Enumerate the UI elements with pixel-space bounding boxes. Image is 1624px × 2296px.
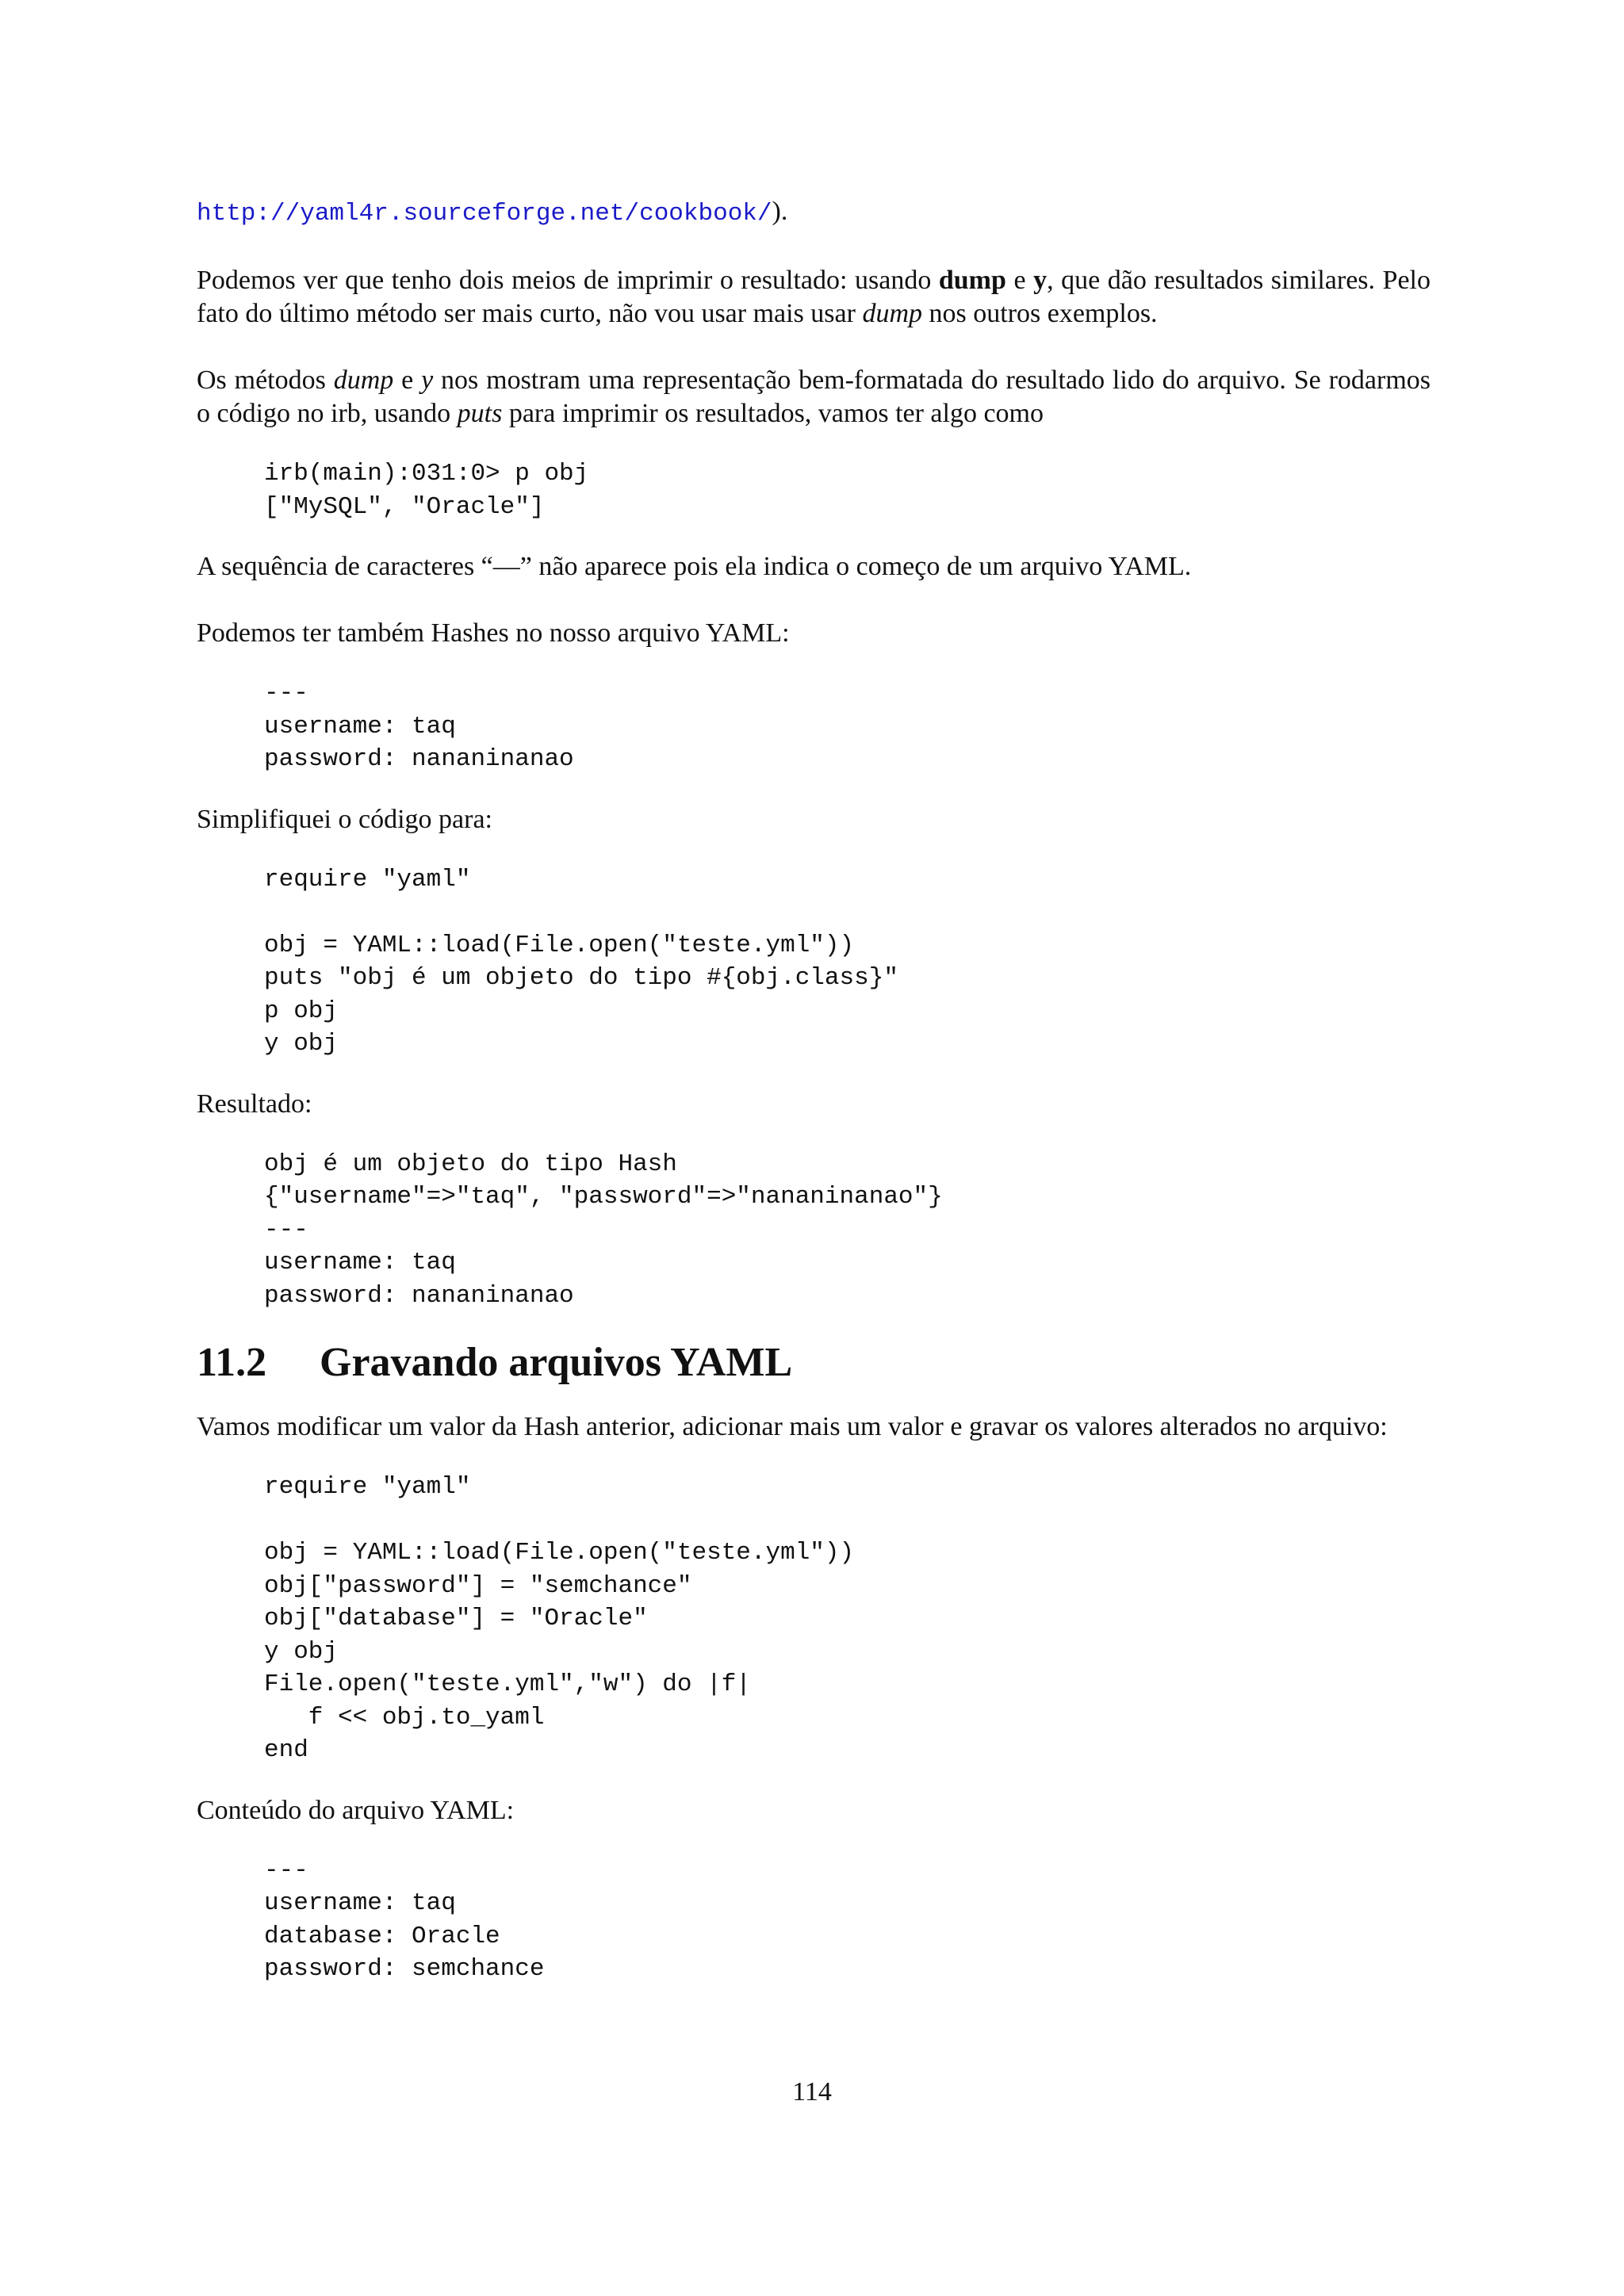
code-line: File.open("teste.yml","w") do |f|	[264, 1670, 751, 1698]
code-line: username: taq	[264, 1889, 456, 1917]
code-line: ---	[264, 1856, 308, 1885]
code-line: password: nananinanao	[264, 745, 574, 773]
section-heading	[197, 1339, 1431, 1387]
url-line-suffix: ).	[772, 197, 788, 226]
code-block-result	[264, 1148, 1431, 1313]
code-line: f << obj.to_yaml	[264, 1703, 545, 1732]
y-bold: y	[1033, 266, 1048, 295]
section-number: 11.2	[197, 1340, 267, 1385]
paragraph-resultado: Resultado:	[197, 1089, 312, 1119]
code-line: username: taq	[264, 712, 456, 740]
code-line: y obj	[264, 1030, 339, 1058]
code-line: {"username"=>"taq", "password"=>"nananinanao"}	[264, 1183, 943, 1211]
code-line: ---	[264, 1215, 308, 1244]
page-number: 114	[792, 2077, 832, 2107]
dump-italic: dump	[862, 299, 923, 328]
paragraph-sequencia: A sequência de caracteres “—” não aparece pois ela indica o começo de um arquivo YAML.	[197, 552, 1192, 581]
paragraph-dump-y: Podemos ver que tenho dois meios de imprimir o resultado: usando dump e y, que dão resultados similares. Pelo fato do último método ser mais curto, não vou usar mais usar dump nos outros exemplos.	[197, 266, 1431, 328]
paragraph-metodos: Os métodos dump e y nos mostram uma representação bem-formatada do resultado lido do arquivo. Se rodarmos o código no irb, usando puts para imprimir os resultados, vamos ter algo como	[197, 365, 1431, 428]
code-block-yaml-hash	[264, 677, 1431, 776]
code-line: obj = YAML::load(File.open("teste.yml"))	[264, 931, 855, 959]
code-block-yaml-file	[264, 1854, 1431, 1986]
code-line: obj é um objeto do tipo Hash	[264, 1150, 677, 1178]
code-line: ["MySQL", "Oracle"]	[264, 492, 545, 521]
code-line: irb(main):031:0> p obj	[264, 460, 589, 488]
paragraph-simplifiquei: Simplifiquei o código para:	[197, 804, 492, 834]
url-line	[197, 195, 1431, 231]
paragraph-modificar: Vamos modificar um valor da Hash anterior, adicionar mais um valor e gravar os valores alterados no arquivo:	[197, 1412, 1388, 1441]
code-line: username: taq	[264, 1249, 456, 1276]
document-page	[197, 195, 1431, 2013]
code-line: puts "obj é um objeto do tipo #{obj.class}"	[264, 964, 898, 992]
code-line: obj = YAML::load(File.open("teste.yml"))	[264, 1539, 855, 1567]
code-line: password: nananinanao	[264, 1281, 574, 1310]
code-line: require "yaml"	[264, 1473, 471, 1501]
code-line: obj["password"] = "semchance"	[264, 1571, 692, 1600]
code-block-irb	[264, 457, 1431, 523]
code-block-load	[264, 863, 1431, 1061]
cookbook-link[interactable]: http://yaml4r.sourceforge.net/cookbook/	[197, 200, 772, 228]
code-line	[264, 896, 1431, 929]
code-line: end	[264, 1736, 308, 1764]
code-line: y obj	[264, 1637, 339, 1666]
paragraph-hashes: Podemos ter também Hashes no nosso arquivo YAML:	[197, 618, 790, 648]
paragraph-conteudo: Conteúdo do arquivo YAML:	[197, 1795, 515, 1825]
code-line: password: semchance	[264, 1955, 545, 1983]
section-title: Gravando arquivos YAML	[320, 1340, 793, 1385]
code-line: require "yaml"	[264, 865, 471, 894]
code-line: ---	[264, 679, 308, 707]
dump-bold: dump	[938, 266, 1006, 295]
code-line	[264, 1504, 1431, 1537]
code-block-write	[264, 1471, 1431, 1767]
code-line: database: Oracle	[264, 1922, 500, 1950]
code-line: p obj	[264, 997, 339, 1025]
code-line: obj["database"] = "Oracle"	[264, 1605, 648, 1632]
